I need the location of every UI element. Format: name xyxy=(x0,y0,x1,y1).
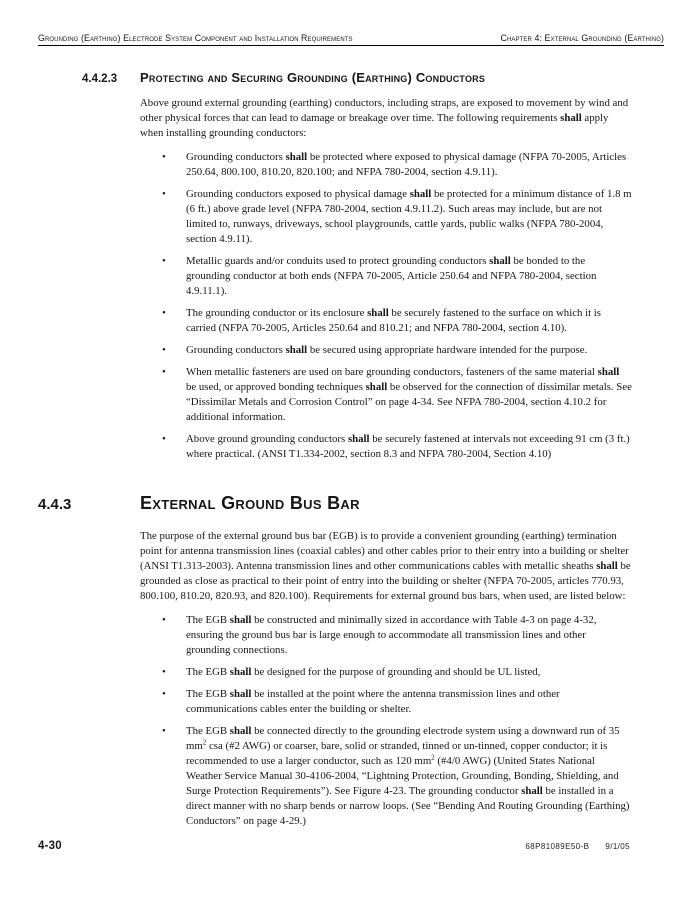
list-item xyxy=(162,343,632,358)
section-number: 4.4.3 xyxy=(38,496,72,513)
bullet-marker: • xyxy=(162,255,166,267)
list-item-text: Metallic guards and/or conduits used to protect grounding conductors shall be bonded to the grounding conductor at both ends (NFPA 70-2005, Article 250.64 and NFPA 780-2004, section 4.9.11.1). xyxy=(186,255,597,297)
revision-date: 9/1/05 xyxy=(605,842,630,851)
section-title: External Ground Bus Bar xyxy=(140,493,360,513)
requirements-bullet-list xyxy=(140,613,632,829)
section-number: 4.4.2.3 xyxy=(82,73,118,85)
bullet-marker: • xyxy=(162,666,166,678)
list-item xyxy=(162,613,632,658)
bullet-marker: • xyxy=(162,614,166,626)
list-item-text: The EGB shall be installed at the point where the antenna transmission lines and other communications cables enter the building or shelter. xyxy=(186,688,560,715)
list-item xyxy=(162,254,632,299)
bullet-marker: • xyxy=(162,344,166,356)
list-item-text: The EGB shall be connected directly to the grounding electrode system using a downward run of 35 $mm^2$ csa (#2 AWG) or coarser, bare, solid or stranded, tinned or un-tinned, copper conductor; it is recommended to use a larger conductor, such as 120 $mm^2$ (#4/0 AWG) (United States National Weather Service Manual 30-4106-2004, “Lightning Protection, Grounding, Bonding, Shielding, and Surge Protection Requirements”). See Figure 4-23. The grounding conductor shall be installed in a direct manner with no sharp bends or narrow loops. (See “Bending And Routing Grounding (Earthing) Conductors” on page 4-29.) xyxy=(186,725,630,827)
section-external-ground-bus-bar xyxy=(38,492,632,829)
page-body xyxy=(38,70,632,829)
list-item xyxy=(162,365,632,425)
list-item xyxy=(162,665,632,680)
list-item xyxy=(162,432,632,462)
header-right-chapter: Chapter 4: External Grounding (Earthing) xyxy=(500,33,664,43)
list-item-text: The EGB shall be designed for the purpose of grounding and should be UL listed, xyxy=(186,666,541,678)
page-footer xyxy=(38,840,630,852)
requirements-bullet-list xyxy=(140,150,632,462)
bullet-marker: • xyxy=(162,433,166,445)
page-number: 4-30 xyxy=(38,840,62,852)
document-number: 68P81089E50-B xyxy=(525,842,590,851)
list-item-text: Grounding conductors shall be protected where exposed to physical damage (NFPA 70-2005, Articles 250.64, 800.100, 810.20, 820.100; and NFPA 780-2004, section 4.9.11). xyxy=(186,151,627,178)
list-item-text: Grounding conductors shall be secured using appropriate hardware intended for the purpose. xyxy=(186,344,588,356)
list-item xyxy=(162,150,632,180)
list-item xyxy=(162,687,632,717)
list-item xyxy=(162,187,632,247)
section-intro-paragraph: The purpose of the external ground bus bar (EGB) is to provide a convenient grounding (earthing) termination point for antenna transmission lines (coaxial cables) and other cables prior to their entry into a building or shelter (ANSI T1.313-2003). Antenna transmission lines and other communications cables with metallic sheaths shall be grounded as close as practical to their point of entry into the building or shelter (NFPA 70-2005, articles 770.93, 800.100, 810.20, 820.93, and 820.100). Requirements for external ground bus bars, when used, are listed below: xyxy=(140,530,631,602)
bullet-marker: • xyxy=(162,688,166,700)
list-item xyxy=(162,306,632,336)
bullet-marker: • xyxy=(162,307,166,319)
list-item xyxy=(162,724,632,829)
list-item-text: The grounding conductor or its enclosure shall be securely fastened to the surface on which it is carried (NFPA 70-2005, Articles 250.64 and 810.21; and NFPA 780-2004, section 4.10). xyxy=(186,307,601,334)
list-item-text: The EGB shall be constructed and minimally sized in accordance with Table 4-3 on page 4-32, ensuring the ground bus bar is large enough to accommodate all transmission lines and other grounding connections. xyxy=(186,614,597,656)
list-item-text: Grounding conductors exposed to physical damage shall be protected for a minimum distance of 1.8 m (6 ft.) above grade level (NFPA 780-2004, section 4.9.11.2). Such areas may include, but are not limited to, runways, driveways, school playgrounds, cattle yards, public walks (NFPA 780-2004, section 4.9.11). xyxy=(186,188,632,245)
section-heading xyxy=(38,492,632,514)
list-item-text: When metallic fasteners are used on bare grounding conductors, fasteners of the same material shall be used, or approved bonding techniques shall be observed for the connection of dissimilar metals. See “Dissimilar Metals and Corrosion Control” on page 4-34. See NFPA 780-2004, section 4.10.2 for additional information. xyxy=(186,366,632,423)
bullet-marker: • xyxy=(162,725,166,737)
bullet-marker: • xyxy=(162,151,166,163)
section-protecting-securing-conductors xyxy=(82,70,632,462)
bullet-marker: • xyxy=(162,188,166,200)
section-title: Protecting and Securing Grounding (Earthing) Conductors xyxy=(140,70,486,85)
section-heading xyxy=(82,70,632,86)
document-meta xyxy=(525,842,630,851)
section-intro-paragraph: Above ground external grounding (earthing) conductors, including straps, are exposed to movement by wind and other physical forces that can lead to damage or breakage over time. The following requirements shall apply when installing grounding conductors: xyxy=(140,97,629,139)
page-header xyxy=(38,33,664,46)
header-left-title: Grounding (Earthing) Electrode System Component and Installation Requirements xyxy=(38,33,353,43)
bullet-marker: • xyxy=(162,366,166,378)
list-item-text: Above ground grounding conductors shall be securely fastened at intervals not exceeding 91 cm (3 ft.) where practical. (ANSI T1.334-2002, section 8.3 and NFPA 780-2004, Section 4.10) xyxy=(186,433,630,460)
